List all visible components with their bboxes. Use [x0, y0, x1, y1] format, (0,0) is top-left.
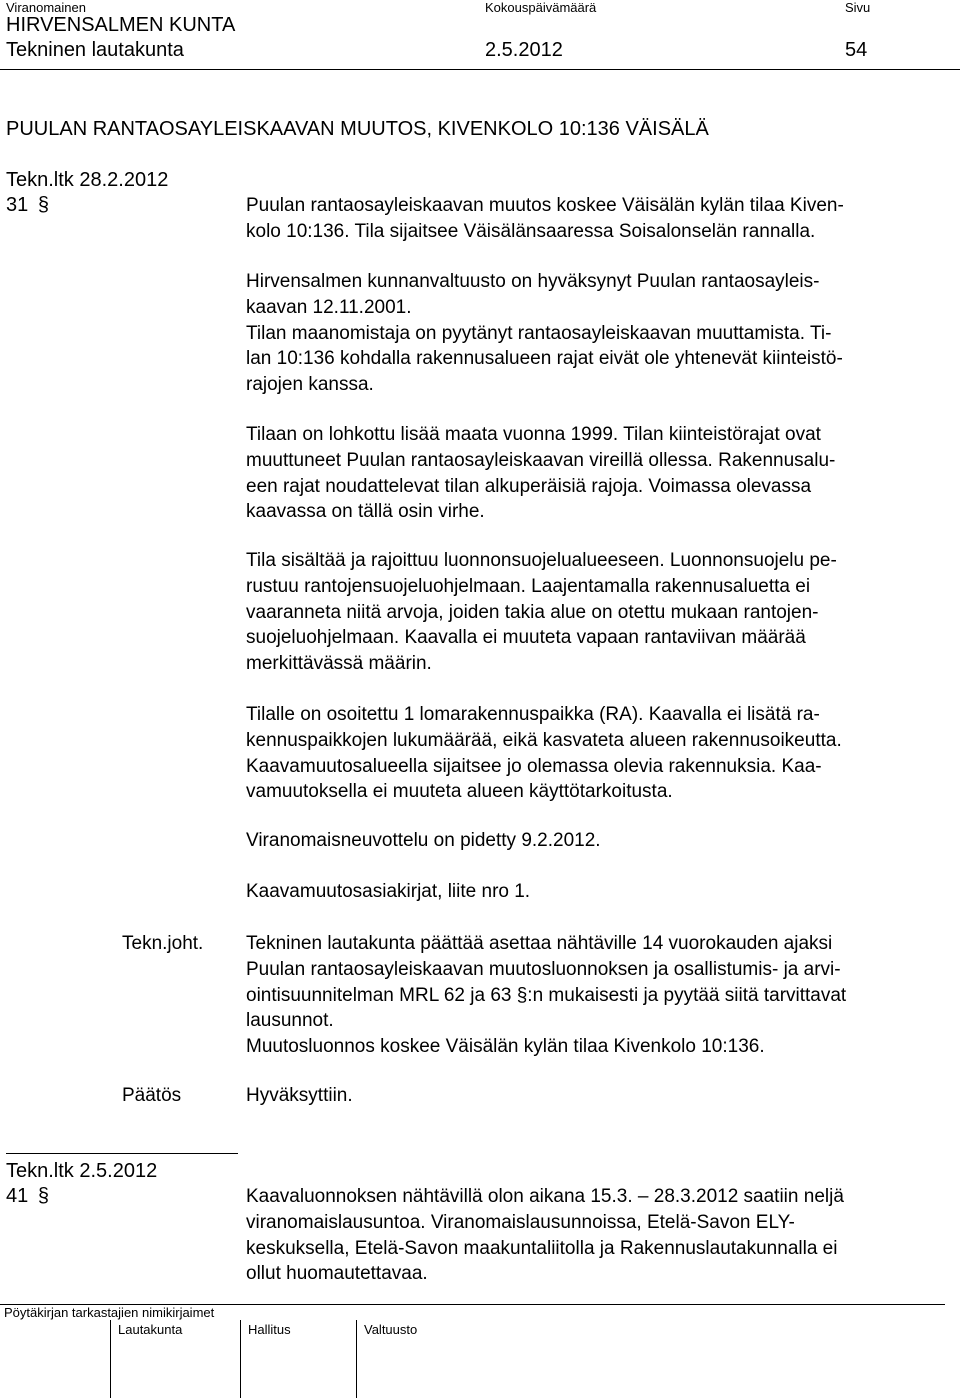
signature-label: Pöytäkirjan tarkastajien nimikirjaimet [4, 1305, 215, 1320]
text-line: een rajat noudattelevat tilan alkuperäisiä rajoja. Voimassa olevassa [246, 475, 812, 497]
footer-column-lautakunta: Lautakunta [118, 1322, 183, 1337]
text-line: Kaavamuutosasiakirjat, liite nro 1. [246, 881, 531, 902]
text-line: muuttuneet Puulan rantaosayleiskaavan vireillä ollessa. Rakennusalu- [246, 449, 836, 471]
item1-intro [246, 193, 946, 245]
text-line: Kaavaluonnoksen nähtävillä olon aikana 15.3. – 28.3.2012 saatiin neljä [246, 1186, 844, 1207]
text-line: Viranomaisneuvottelu on pidetty 9.2.2012. [246, 830, 601, 851]
item1-paragraph-7 [246, 879, 946, 905]
text-line: lan 10:136 kohdalla rakennusalueen rajat eivät ole yhtenevät kiinteistö- [246, 348, 843, 370]
text-line: ollut huomautettavaa. [246, 1263, 428, 1285]
proposal-label: Tekn.joht. [122, 933, 204, 954]
item1-paragraph-5 [246, 702, 946, 805]
item2-rule [6, 1153, 238, 1154]
item1-number [6, 193, 49, 217]
proposal-text [246, 931, 946, 1060]
meeting-date: 2.5.2012 [485, 39, 563, 61]
item1-paragraph-4 [246, 548, 946, 677]
item1-number-value: 31 [6, 194, 29, 216]
text-line: Tilan maanomistaja on pyytänyt rantaosayleiskaavan muuttamista. Ti- [246, 322, 832, 344]
footer-divider [356, 1320, 357, 1398]
item1-paragraph-2 [246, 269, 946, 398]
item1-paragraph-6 [246, 828, 946, 854]
text-line: viranomaislausuntoa. Viranomaislausunnoissa, Etelä-Savon ELY- [246, 1211, 795, 1233]
header-label-body: Viranomainen [6, 0, 86, 15]
text-line: merkittävässä määrin. [246, 653, 432, 675]
text-line: Tila sisältää ja rajoittuu luonnonsuojelualueeseen. Luonnonsuojelu pe- [246, 550, 837, 571]
text-line: rajojen kanssa. [246, 374, 374, 396]
text-line: Puulan rantaosayleiskaavan muutosluonnoksen ja osallistumis- ja arvi- [246, 958, 841, 980]
footer-divider [240, 1320, 241, 1398]
text-line: Kaavamuutosalueella sijaitsee jo olemassa olevia rakennuksia. Kaa- [246, 755, 822, 777]
text-line: kaavan 12.11.2001. [246, 296, 412, 318]
text-line: Muutosluonnos koskee Väisälän kylän tilaa Kivenkolo 10:136. [246, 1036, 765, 1058]
footer-column-valtuusto: Valtuusto [364, 1322, 418, 1337]
text-line: rustuu rantojensuojeluohjelmaan. Laajentamalla rakennusaluetta ei [246, 575, 811, 597]
item1-paragraph-3 [246, 422, 946, 525]
item1-reference: Tekn.ltk 28.2.2012 [6, 169, 169, 191]
text-line: ointisuunnitelman MRL 62 ja 63 §:n mukaisesti ja pyytää siitä tarvittavat [246, 984, 847, 1006]
text-line: suojeluohjelmaan. Kaavalla ei muuteta vapaan rantaviivan määrää [246, 627, 806, 649]
page-number: 54 [845, 39, 868, 61]
header-rule [0, 69, 960, 70]
text-line: lausunnot. [246, 1010, 334, 1032]
text-line: Tilalle on osoitettu 1 lomarakennuspaikka (RA). Kaavalla ei lisätä ra- [246, 704, 820, 725]
document-title: PUULAN RANTAOSAYLEISKAAVAN MUUTOS, KIVENKOLO 10:136 VÄISÄLÄ [6, 118, 709, 140]
text-line: keskuksella, Etelä-Savon maakuntaliitolla ja Rakennuslautakunnalla ei [246, 1237, 838, 1259]
organisation-name: HIRVENSALMEN KUNTA [6, 14, 236, 36]
section-sign-icon: § [37, 1185, 49, 1207]
decision-text [246, 1083, 946, 1109]
item2-number-value: 41 [6, 1185, 29, 1207]
text-line: kaavassa on tällä osin virhe. [246, 501, 485, 523]
item2-reference: Tekn.ltk 2.5.2012 [6, 1160, 158, 1182]
item2-number [6, 1184, 49, 1208]
header-label-date: Kokouspäivämäärä [485, 0, 597, 15]
text-line: vaaranneta niitä arvoja, joiden takia alue on otettu mukaan rantojen- [246, 601, 819, 623]
text-line: kolo 10:136. Tila sijaitsee Väisälänsaaressa Soisalonselän rannalla. [246, 220, 816, 242]
section-sign-icon: § [37, 194, 49, 216]
decision-label: Päätös [122, 1085, 182, 1106]
text-line: Tekninen lautakunta päättää asettaa nähtäville 14 vuorokauden ajaksi [246, 933, 833, 954]
text-line: Hyväksyttiin. [246, 1085, 353, 1106]
text-line: vamuutoksella ei muuteta alueen käyttötarkoitusta. [246, 781, 673, 803]
text-line: kennuspaikkojen lukumäärää, eikä kasvateta alueen rakennusoikeutta. [246, 729, 842, 751]
item2-text [246, 1184, 946, 1287]
board-name: Tekninen lautakunta [6, 39, 184, 61]
footer-divider [110, 1320, 111, 1398]
text-line: Puulan rantaosayleiskaavan muutos koskee Väisälän kylän tilaa Kiven- [246, 195, 844, 216]
header-label-page: Sivu [845, 0, 871, 15]
text-line: Tilaan on lohkottu lisää maata vuonna 1999. Tilan kiinteistörajat ovat [246, 424, 821, 445]
footer-column-hallitus: Hallitus [248, 1322, 291, 1337]
text-line: Hirvensalmen kunnanvaltuusto on hyväksynyt Puulan rantaosayleis- [246, 271, 820, 292]
